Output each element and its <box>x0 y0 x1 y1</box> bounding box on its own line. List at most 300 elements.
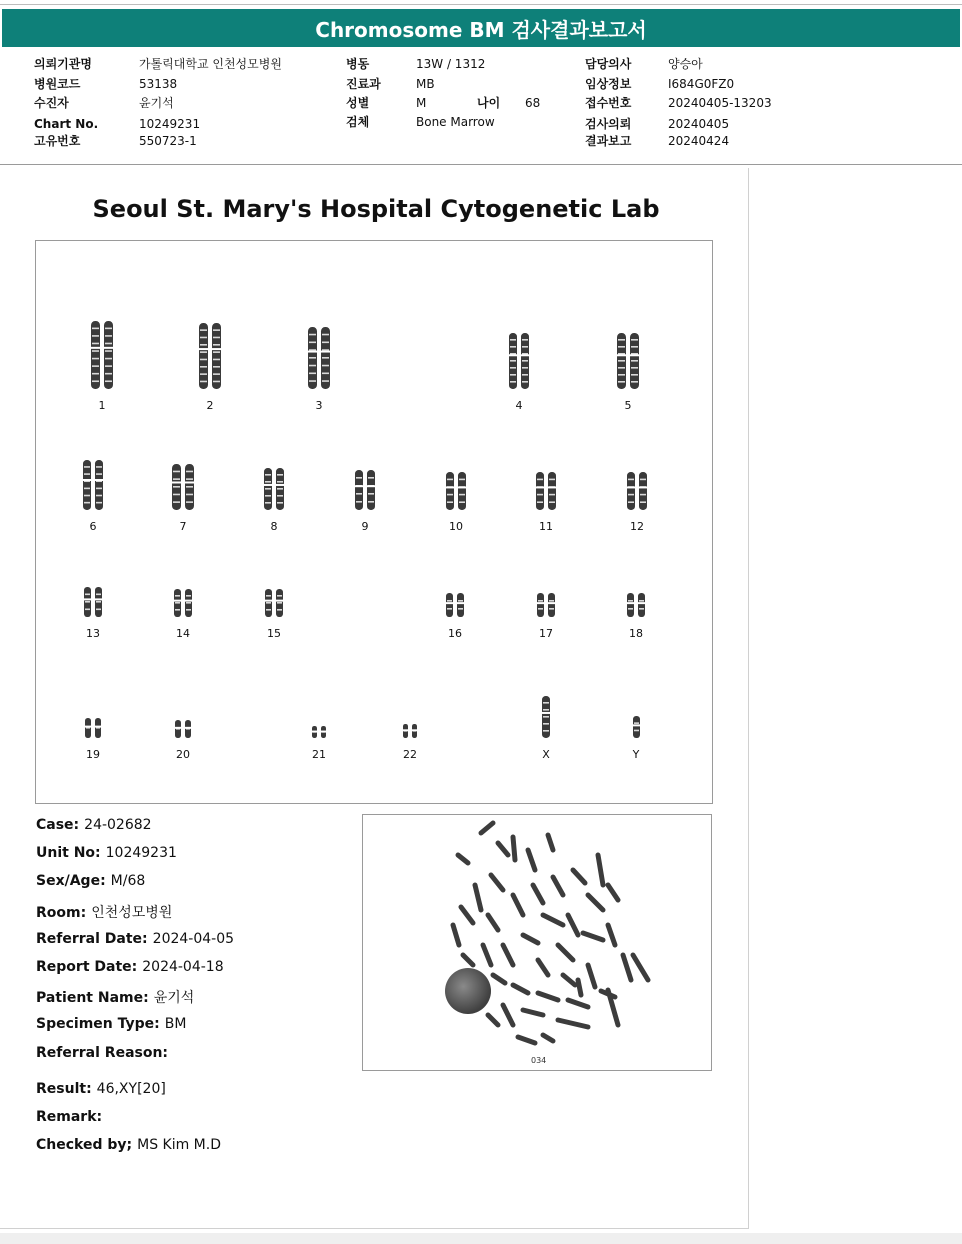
chromosome-pair-14 <box>174 589 192 617</box>
chromosome-band <box>84 502 90 504</box>
chromosome-band <box>213 329 220 331</box>
centromere <box>521 354 529 356</box>
info-value-institution: 가톨릭대학교 인천성모병원 <box>139 57 282 71</box>
chromosome-label-11: 11 <box>539 520 553 533</box>
metaphase-chromosome <box>481 823 493 833</box>
centromere <box>185 600 192 602</box>
chromosome-band <box>459 494 465 496</box>
centromere <box>633 724 640 726</box>
chromosome-band <box>543 709 549 711</box>
field-checked-by-value: MS Kim M.D <box>137 1137 221 1153</box>
chromosome-band <box>634 730 639 732</box>
chromosome-band <box>510 360 516 362</box>
metaphase-chromosome <box>608 925 615 945</box>
chromosome-label-18: 18 <box>629 627 643 640</box>
chromosome-band <box>200 344 207 346</box>
chromosome-label-12: 12 <box>630 520 644 533</box>
info-label-chart-no: Chart No. <box>34 117 99 131</box>
chromosome-band <box>277 481 283 483</box>
metaphase-chromosome <box>458 855 468 863</box>
chromosome-band <box>96 488 102 490</box>
field-result-key: Result: <box>36 1081 92 1097</box>
report-title: Chromosome BM 검사결과보고서 <box>315 17 647 42</box>
chromosome-pair-15 <box>265 589 283 617</box>
chromosome-band <box>265 474 271 476</box>
header-divider <box>0 164 962 165</box>
chromosome-band <box>213 359 220 361</box>
chromosome-pair-7 <box>172 464 194 510</box>
chromosome <box>446 593 453 617</box>
centromere <box>548 486 556 488</box>
chromosome-label-15: 15 <box>267 627 281 640</box>
chromosome-band <box>549 479 555 481</box>
chromosome <box>548 593 555 617</box>
info-label-sex: 성별 <box>346 96 370 110</box>
info-value-unique-no: 550723-1 <box>139 134 197 148</box>
field-case-value: 24-02682 <box>84 817 152 833</box>
chromosome-band <box>510 367 516 369</box>
chromosome-band <box>186 602 191 604</box>
metaphase-chromosome <box>558 945 573 960</box>
metaphase-chromosome <box>573 870 585 883</box>
chromosome-label-14: 14 <box>176 627 190 640</box>
chromosome-pair-11 <box>536 472 556 510</box>
chromosome-label-Y: Y <box>632 748 640 761</box>
field-checked-by <box>36 1137 221 1153</box>
chromosome-band <box>200 351 207 353</box>
chromosome-label-8: 8 <box>270 520 278 533</box>
metaphase-chromosome <box>513 895 523 915</box>
metaphase-chromosome <box>523 1010 543 1015</box>
chromosome-band <box>510 339 516 341</box>
chromosome-band <box>522 346 528 348</box>
chromosome-band <box>447 608 452 610</box>
chromosome-band <box>543 702 549 704</box>
field-report-date <box>36 959 224 975</box>
chromosome-pair-2 <box>199 323 221 389</box>
metaphase-chromosome <box>488 915 498 930</box>
chromosome-band <box>549 501 555 503</box>
chromosome-band <box>510 374 516 376</box>
chromosome-band <box>309 380 316 382</box>
centromere <box>367 485 375 487</box>
chromosome-band <box>322 357 329 359</box>
centromere <box>185 727 191 729</box>
metaphase-chromosome <box>568 1000 588 1007</box>
chromosome-band <box>309 365 316 367</box>
centromere <box>542 712 550 714</box>
chromosome-band <box>549 608 554 610</box>
bottom-strip <box>0 1233 962 1244</box>
chromosome-pair-16 <box>446 593 464 617</box>
field-sex-age-key: Sex/Age: <box>36 873 106 889</box>
info-label-physician: 담당의사 <box>585 57 632 71</box>
chromosome-band <box>447 494 453 496</box>
chromosome-band <box>618 374 625 376</box>
centromere <box>276 600 283 602</box>
centromere <box>403 729 408 731</box>
chromosome-band <box>105 350 112 352</box>
metaphase-label: 034 <box>531 1056 547 1065</box>
chromosome-band <box>173 486 180 488</box>
field-patient-name-value: 윤기석 <box>153 990 195 1006</box>
chromosome-band <box>631 360 638 362</box>
info-label-ward: 병동 <box>346 57 370 71</box>
chromosome-band <box>265 495 271 497</box>
centromere <box>312 731 317 733</box>
metaphase-chromosome <box>488 1015 498 1025</box>
metaphase-chromosome <box>588 895 603 910</box>
report-title-bar <box>2 9 960 47</box>
chromosome-band <box>537 494 543 496</box>
chromosome-band <box>618 360 625 362</box>
info-value-request-date: 20240405 <box>668 117 730 131</box>
chromosome <box>627 472 635 510</box>
chromosome-pair-8 <box>264 468 284 510</box>
chromosome-pair-19 <box>85 718 101 738</box>
chromosome-band <box>628 608 633 610</box>
chromosome-band <box>322 380 329 382</box>
chromosome-label-16: 16 <box>448 627 462 640</box>
centromere <box>537 602 544 604</box>
top-divider <box>0 4 962 5</box>
chromosome-band <box>277 595 282 597</box>
metaphase-chromosome <box>533 885 543 903</box>
chromosome-band <box>277 502 283 504</box>
chromosome-label-20: 20 <box>176 748 190 761</box>
metaphase-chromosome <box>633 955 648 980</box>
centromere <box>83 479 91 481</box>
chromosome-band <box>84 488 90 490</box>
chromosome-band <box>277 602 282 604</box>
chromosome-pair-6 <box>83 460 103 510</box>
chromosome-band <box>186 478 193 480</box>
chromosome-pair-18 <box>627 593 645 617</box>
centromere <box>321 731 326 733</box>
chromosome <box>212 323 221 389</box>
chromosome-band <box>447 600 452 602</box>
chromosome-band <box>84 495 90 497</box>
chromosome-band <box>522 367 528 369</box>
chromosome-band <box>186 501 193 503</box>
metaphase-chromosome <box>543 915 563 925</box>
chromosome-band <box>549 494 555 496</box>
centromere <box>412 729 417 731</box>
info-value-age: 68 <box>525 96 541 110</box>
chromosome-band <box>628 494 634 496</box>
info-value-report-date: 20240424 <box>668 134 730 148</box>
chromosome-band <box>368 477 374 479</box>
field-specimen-type-key: Specimen Type: <box>36 1016 160 1032</box>
chromosome-band <box>186 486 193 488</box>
chromosome-band <box>522 339 528 341</box>
metaphase-image <box>362 814 712 1071</box>
field-case <box>36 817 152 833</box>
chromosome-label-7: 7 <box>179 520 187 533</box>
chromosome-band <box>543 716 549 718</box>
chromosome-label-5: 5 <box>624 399 632 412</box>
chromosome-label-6: 6 <box>89 520 97 533</box>
chromosome-band <box>186 609 191 611</box>
chromosome-band <box>631 374 638 376</box>
chromosome-pair-5 <box>617 333 639 389</box>
chromosome-band <box>105 358 112 360</box>
chromosome-band <box>265 488 271 490</box>
chromosome-band <box>322 373 329 375</box>
metaphase-chromosome <box>548 835 553 850</box>
field-result <box>36 1081 166 1097</box>
chromosome-band <box>631 367 638 369</box>
chromosome-band <box>173 471 180 473</box>
field-referral-reason-key: Referral Reason: <box>36 1045 169 1061</box>
chromosome-label-3: 3 <box>315 399 323 412</box>
chromosome-band <box>640 479 646 481</box>
chromosome-band <box>640 501 646 503</box>
field-report-date-value: 2024-04-18 <box>142 959 224 975</box>
chromosome-band <box>186 494 193 496</box>
lab-title: Seoul St. Mary's Hospital Cytogenetic Lab <box>92 195 660 223</box>
chromosome-band <box>92 350 99 352</box>
chromosome-label-22: 22 <box>403 748 417 761</box>
chromosome-band <box>92 380 99 382</box>
chromosome-band <box>631 346 638 348</box>
metaphase-chromosome <box>483 945 491 965</box>
info-value-department: MB <box>416 77 435 91</box>
info-label-patient: 수진자 <box>34 96 69 110</box>
metaphase-chromosome <box>453 925 459 945</box>
centromere <box>276 484 284 486</box>
field-report-date-key: Report Date: <box>36 959 138 975</box>
metaphase-chromosome <box>588 965 595 987</box>
info-label-institution: 의뢰기관명 <box>34 57 92 71</box>
chromosome-band <box>105 365 112 367</box>
field-result-value: 46,XY[20] <box>96 1081 166 1097</box>
chromosome-band <box>634 722 639 724</box>
info-label-specimen: 검체 <box>346 115 370 129</box>
chromosome-pair-17 <box>537 593 555 617</box>
metaphase-chromosome <box>538 993 558 1000</box>
metaphase-chromosome <box>503 1005 513 1025</box>
chromosome-band <box>618 381 625 383</box>
centromere <box>321 351 330 353</box>
chromosome-band <box>96 495 102 497</box>
chromosome-band <box>266 609 271 611</box>
chromosome-band <box>368 501 374 503</box>
chromosome-band <box>213 337 220 339</box>
field-referral-reason <box>36 1045 173 1061</box>
centromere <box>446 486 454 488</box>
chromosome-band <box>459 479 465 481</box>
field-referral-date-value: 2024-04-05 <box>152 931 235 947</box>
chromosome-band <box>266 602 271 604</box>
metaphase-chromosome <box>553 877 563 895</box>
chromosome-band <box>639 600 644 602</box>
chromosome-band <box>200 373 207 375</box>
chromosome-band <box>92 365 99 367</box>
chromosome-band <box>200 337 207 339</box>
chromosome-band <box>96 601 101 603</box>
metaphase-chromosome <box>558 1020 588 1027</box>
chromosome-band <box>322 334 329 336</box>
chromosome <box>199 323 208 389</box>
chromosome <box>633 716 640 738</box>
metaphase-chromosome <box>463 955 473 965</box>
centromere <box>265 600 272 602</box>
field-patient-name <box>36 987 194 1007</box>
chromosome-pair-12 <box>627 472 647 510</box>
chromosome-band <box>368 493 374 495</box>
chromosome <box>367 470 375 510</box>
chromosome-band <box>96 594 101 596</box>
chromosome-band <box>213 344 220 346</box>
chromosome-band <box>356 477 362 479</box>
chromosome-band <box>549 600 554 602</box>
chromosome-label-13: 13 <box>86 627 100 640</box>
chromosome <box>104 321 113 389</box>
interphase-nucleus <box>445 968 491 1014</box>
chromosome-pair-X <box>542 696 550 738</box>
chromosome-band <box>92 358 99 360</box>
metaphase-chromosome <box>578 980 581 995</box>
info-value-chart-no: 10249231 <box>139 117 201 131</box>
metaphase-chromosome <box>598 855 603 885</box>
chromosome-band <box>618 346 625 348</box>
info-label-department: 진료과 <box>346 77 381 91</box>
chromosome-band <box>265 502 271 504</box>
info-value-ward: 13W / 1312 <box>416 57 486 71</box>
karyogram-image <box>35 240 713 804</box>
centromere <box>174 600 181 602</box>
centromere <box>446 602 453 604</box>
chromosome-band <box>85 601 90 603</box>
chromosome-band <box>85 594 90 596</box>
chromosome-band <box>200 366 207 368</box>
chromosome-band <box>628 479 634 481</box>
chromosome-pair-20 <box>175 720 191 738</box>
metaphase-chromosome <box>475 885 481 910</box>
chromosome-band <box>96 502 102 504</box>
centromere <box>457 602 464 604</box>
centromere <box>91 347 100 349</box>
centromere <box>630 354 639 356</box>
info-label-unique-no: 고유번호 <box>34 134 81 148</box>
chromosome-band <box>105 343 112 345</box>
chromosome-band <box>105 380 112 382</box>
metaphase-spread <box>363 815 711 1070</box>
chromosome-band <box>85 609 90 611</box>
chromosome <box>91 321 100 389</box>
chromosome-band <box>200 359 207 361</box>
centromere <box>185 481 194 483</box>
chromosome-band <box>200 329 207 331</box>
info-label-receipt-no: 접수번호 <box>585 96 632 110</box>
field-room-key: Room: <box>36 905 87 921</box>
chromosome <box>458 472 466 510</box>
chromosome-pair-10 <box>446 472 466 510</box>
chromosome-band <box>96 466 102 468</box>
centromere <box>627 602 634 604</box>
metaphase-chromosome <box>503 945 513 965</box>
centromere <box>458 486 466 488</box>
chromosome-band <box>186 471 193 473</box>
chromosome <box>627 593 634 617</box>
chromosome-band <box>175 602 180 604</box>
field-referral-date <box>36 931 234 947</box>
field-checked-by-key: Checked by; <box>36 1137 133 1153</box>
chromosome-band <box>447 501 453 503</box>
chromosome <box>355 470 363 510</box>
field-sex-age <box>36 873 145 889</box>
metaphase-chromosome <box>568 915 578 935</box>
metaphase-chromosome <box>538 960 548 975</box>
centromere <box>85 726 91 728</box>
field-unit-no-key: Unit No: <box>36 845 101 861</box>
chromosome-band <box>84 466 90 468</box>
chromosome-band <box>458 600 463 602</box>
info-value-physician: 양승아 <box>668 57 703 71</box>
chromosome-label-9: 9 <box>361 520 369 533</box>
chromosome-band <box>92 335 99 337</box>
field-specimen-type <box>36 1016 186 1032</box>
metaphase-chromosome <box>513 985 528 993</box>
field-room-value: 인천성모병원 <box>91 905 173 921</box>
chromosome-band <box>631 381 638 383</box>
chromosome-label-2: 2 <box>206 399 214 412</box>
chromosome-band <box>173 478 180 480</box>
chromosome-band <box>266 595 271 597</box>
centromere <box>199 348 208 350</box>
chromosome <box>638 593 645 617</box>
chromosome-band <box>213 351 220 353</box>
chromosome-band <box>459 501 465 503</box>
chromosome-label-X: X <box>542 748 550 761</box>
chromosome-band <box>309 373 316 375</box>
chromosome-band <box>277 609 282 611</box>
chromosome-pair-4 <box>509 333 529 389</box>
chromosome-pair-22 <box>403 724 417 738</box>
chromosome-band <box>522 360 528 362</box>
chromosome-band <box>277 488 283 490</box>
centromere <box>627 486 635 488</box>
chromosome-band <box>356 501 362 503</box>
chromosome-pair-13 <box>84 587 102 617</box>
info-label-age: 나이 <box>477 96 501 110</box>
field-room <box>36 902 172 922</box>
chromosome <box>548 472 556 510</box>
field-unit-no-value: 10249231 <box>105 845 177 861</box>
chromosome-band <box>175 595 180 597</box>
metaphase-chromosome <box>461 907 473 923</box>
info-value-hospital-code: 53138 <box>139 77 178 91</box>
centromere <box>617 354 626 356</box>
chromosome-band <box>458 608 463 610</box>
chromosome <box>536 472 544 510</box>
chromosome-band <box>213 366 220 368</box>
centromere <box>264 484 272 486</box>
metaphase-chromosome <box>518 1037 535 1043</box>
chromosome-band <box>105 373 112 375</box>
chromosome-band <box>356 493 362 495</box>
metaphase-chromosome <box>513 837 515 860</box>
metaphase-chromosome <box>608 885 618 900</box>
chromosome-band <box>631 339 638 341</box>
metaphase-chromosome <box>563 975 575 985</box>
chromosome-band <box>173 494 180 496</box>
chromosome-band <box>96 473 102 475</box>
chromosome-pair-21 <box>312 726 326 738</box>
chromosome-band <box>186 595 191 597</box>
chromosome-band <box>105 335 112 337</box>
